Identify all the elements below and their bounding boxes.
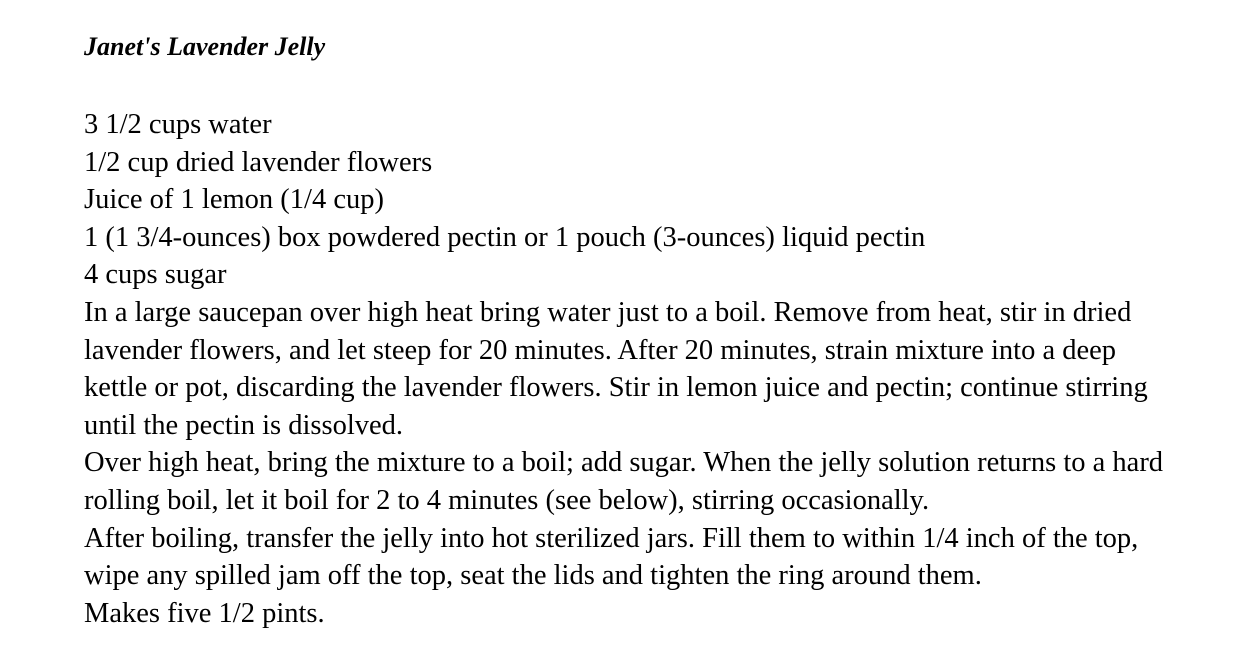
instruction-step: After boiling, transfer the jelly into hot sterilized jars. Fill them to within 1/4 inch of the top, wipe any spilled jam off the top, seat the lids and tighten the ring around them. — [84, 522, 1139, 592]
ingredient-item: 1/2 cup dried lavender flowers — [84, 146, 433, 178]
yield-note: Makes five 1/2 pints. — [84, 597, 325, 629]
instructions — [84, 294, 1176, 632]
ingredient-item: Juice of 1 lemon (1/4 cup) — [84, 184, 384, 216]
recipe-title: Janet's Lavender Jelly — [84, 32, 326, 61]
ingredient-item: 3 1/2 cups water — [84, 109, 272, 140]
ingredient-item: 1 (1 3/4-ounces) box powdered pectin or 1 pouch (3-ounces) liquid pectin — [84, 221, 926, 253]
instruction-step: Over high heat, bring the mixture to a boil; add sugar. When the jelly solution returns to a hard rolling boil, let it boil for 2 to 4 minutes (see below), stirring occasionally. — [84, 447, 1164, 516]
instruction-step: In a large saucepan over high heat bring water just to a boil. Remove from heat, stir in dried lavender flowers, and let steep for 20 minutes. After 20 minutes, strain mixture into a deep kettle or pot, discarding the lavender flowers. Stir in lemon juice and pectin; continue stirring until the pectin is dissolved. — [84, 296, 1148, 441]
ingredient-item: 4 cups sugar — [84, 259, 227, 291]
ingredient-list — [84, 106, 1176, 294]
